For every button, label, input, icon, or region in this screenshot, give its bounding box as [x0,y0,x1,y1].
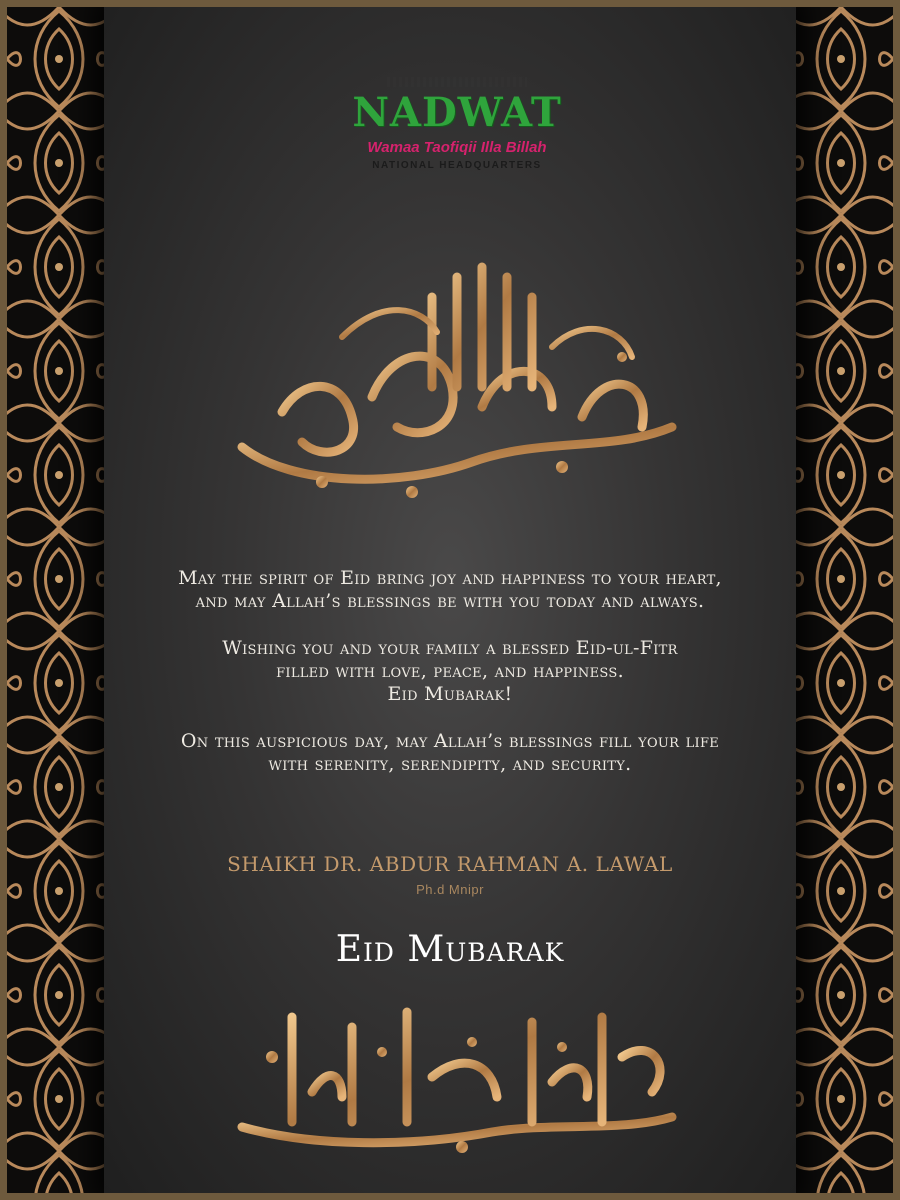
taqabbal-calligraphy-icon [222,237,692,517]
logo-subtitle: NATIONAL HEADQUARTERS [372,160,542,171]
eid-mubarak-calligraphy-icon [232,997,682,1157]
message-line: On this auspicious day, may Allah’s blessings fill your life [180,730,720,752]
left-ornamental-border [7,7,111,1193]
message-line: filled with love, peace, and happiness. [276,660,624,682]
right-ornamental-border [789,7,893,1193]
signer-credentials: Ph.d Mnipr [416,882,484,897]
message-line: Eid Mubarak! [387,683,513,705]
message-line: with serenity, serendipity, and security. [268,753,632,775]
arabesque-pattern-right-icon [789,7,893,1193]
arabic-logo-header [387,77,527,87]
message-line: Wishing you and your family a blessed Eid-ul-Fitr [222,637,678,659]
signer-name: SHAIKH DR. ABDUR RAHMAN A. LAWAL [227,852,673,876]
arabesque-pattern-left-icon [7,7,111,1193]
eid-mubarak-title: Eid Mubarak [335,929,565,970]
greeting-message [127,567,773,800]
logo-name: NADWAT [352,89,562,136]
message-line: May the spirit of Eid bring joy and happiness to your heart, [178,567,722,589]
nadwat-logo [347,77,567,187]
logo-motto: Wamaa Taofiqii Illa Billah [367,139,547,156]
message-line: and may Allah’s blessings be with you today and always. [195,590,705,612]
